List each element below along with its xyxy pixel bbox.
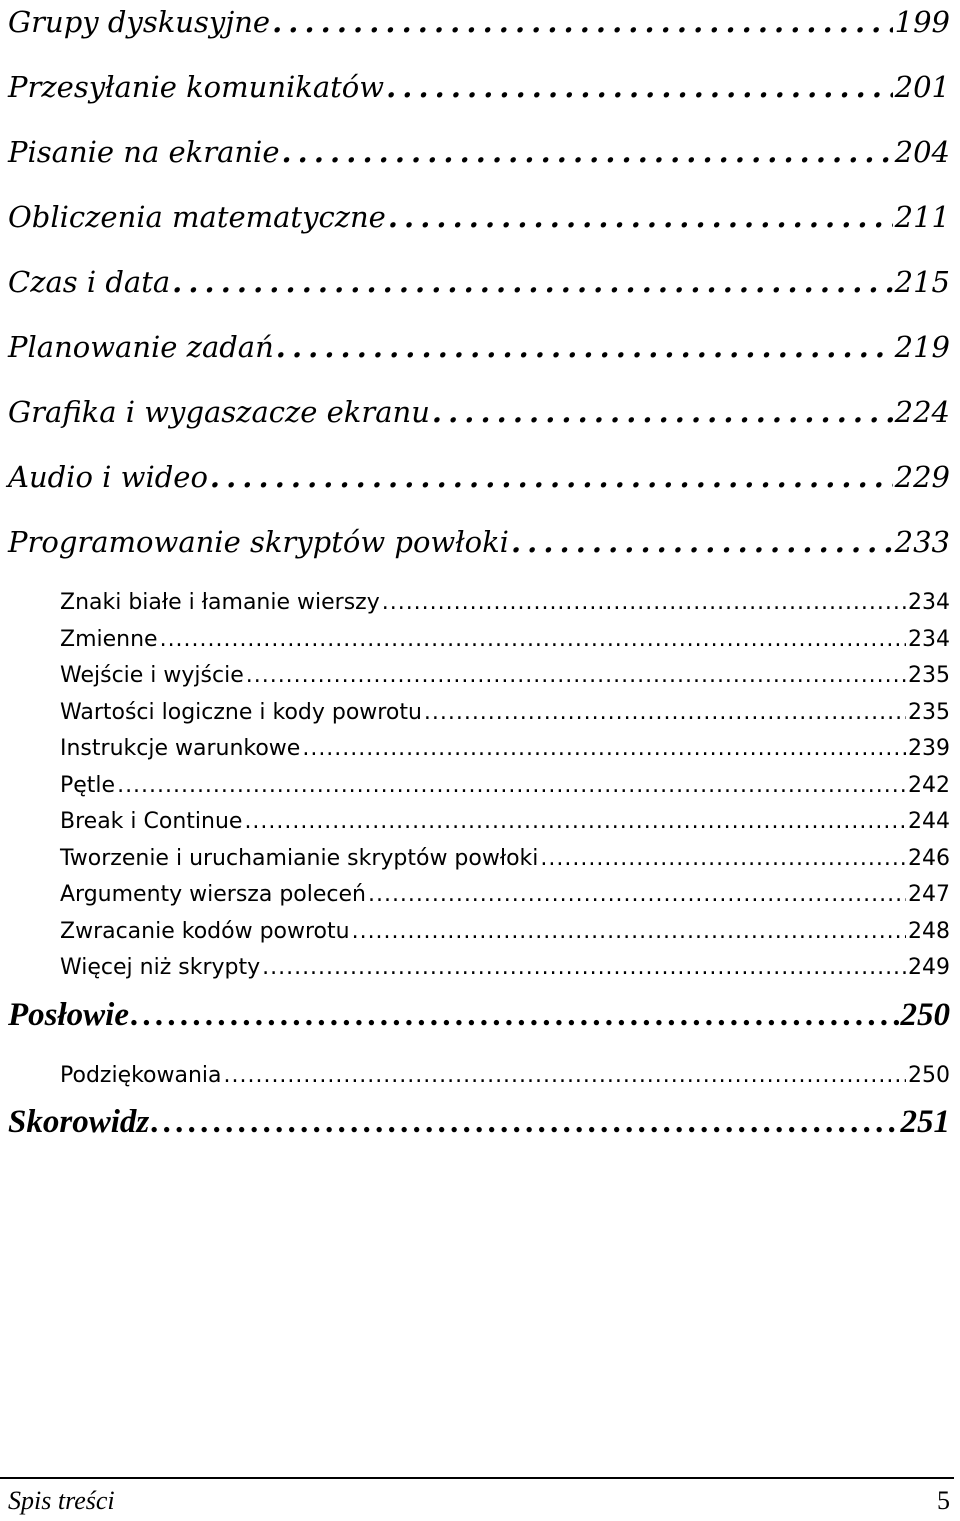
toc-chapter[interactable] [8, 520, 950, 585]
dot-leader [224, 1058, 906, 1095]
chapter-page-number: 211 [894, 200, 950, 234]
dot-leader [424, 695, 906, 732]
section-title: Wejście i wyjście [60, 663, 244, 688]
toc-section[interactable] [8, 804, 950, 841]
chapter-page-number: 250 [900, 996, 950, 1033]
dot-leader [262, 950, 906, 987]
chapter-page-number: 199 [894, 5, 950, 39]
dot-leader [432, 390, 893, 434]
chapter-title: Programowanie skryptów powłoki [8, 525, 509, 559]
chapter-page-number: 201 [894, 70, 950, 104]
dot-leader [276, 325, 893, 369]
toc-chapter-index[interactable] [8, 1100, 950, 1165]
dot-leader [511, 520, 893, 564]
toc-chapter[interactable] [8, 390, 950, 455]
dot-leader [540, 841, 906, 878]
toc-section[interactable] [8, 914, 950, 951]
dot-leader [386, 65, 893, 109]
toc-section[interactable] [8, 622, 950, 659]
section-title: Zmienne [60, 626, 158, 652]
section-page-number: 235 [908, 699, 950, 725]
dot-leader [160, 622, 906, 659]
page-number: 5 [937, 1486, 950, 1515]
toc-chapter[interactable] [8, 65, 950, 130]
running-footer-label: Spis treści [8, 1486, 115, 1515]
section-page-number: 247 [908, 882, 950, 907]
dot-leader [244, 804, 906, 841]
section-page-number: 244 [908, 809, 950, 834]
dot-leader [388, 195, 893, 239]
chapter-page-number: 229 [894, 460, 950, 494]
toc-section[interactable] [8, 768, 950, 805]
section-page-number: 234 [908, 626, 950, 652]
dot-leader [368, 877, 906, 914]
section-title: Pętle [60, 772, 116, 798]
chapter-title: Czas i data [8, 265, 171, 299]
chapter-page-number: 224 [894, 395, 950, 429]
section-page-number: 249 [908, 955, 950, 980]
dot-leader [151, 1100, 898, 1144]
dot-leader [281, 130, 892, 174]
chapter-page-number: 204 [894, 135, 950, 169]
chapter-page-number: 215 [894, 265, 950, 299]
dot-leader [352, 914, 906, 951]
toc-section[interactable] [8, 1058, 950, 1095]
section-page-number: 248 [908, 918, 950, 944]
section-page-number: 239 [908, 736, 950, 761]
chapter-page-number: 233 [894, 525, 950, 559]
chapter-title: Przesyłanie komunikatów [8, 70, 385, 104]
section-title: Tworzenie i uruchamianie skryptów powłoki [60, 845, 539, 871]
section-title: Zwracanie kodów powrotu [60, 918, 350, 944]
toc-section[interactable] [8, 585, 950, 622]
page-footer [8, 1486, 950, 1516]
chapter-page-number: 251 [900, 1104, 950, 1140]
section-page-number: 234 [908, 590, 950, 615]
toc-section[interactable] [8, 658, 950, 695]
dot-leader [246, 658, 906, 695]
dot-leader [382, 585, 906, 622]
section-title: Więcej niż skrypty [60, 955, 261, 980]
section-title: Znaki białe i łamanie wierszy [60, 590, 380, 615]
section-page-number: 242 [908, 772, 950, 798]
chapter-title: Obliczenia matematyczne [8, 200, 386, 234]
chapter-list [8, 0, 950, 585]
dot-leader [210, 455, 893, 499]
toc-section[interactable] [8, 731, 950, 768]
toc-section[interactable] [8, 877, 950, 914]
chapter-title: Skorowidz [8, 1104, 150, 1140]
toc-chapter[interactable] [8, 260, 950, 325]
section-list [8, 585, 950, 987]
chapter-title: Grupy dyskusyjne [8, 5, 271, 39]
toc-chapter[interactable] [8, 0, 950, 65]
chapter-title: Posłowie [8, 996, 129, 1033]
table-of-contents [8, 0, 950, 1165]
chapter-title: Audio i wideo [8, 460, 208, 494]
dot-leader [117, 768, 906, 805]
footer-divider [0, 1477, 954, 1479]
section-page-number: 250 [908, 1062, 950, 1088]
section-title: Instrukcje warunkowe [60, 736, 301, 761]
section-page-number: 246 [908, 845, 950, 871]
dot-leader [302, 731, 906, 768]
chapter-title: Planowanie zadań [8, 330, 274, 364]
section-page-number: 235 [908, 663, 950, 688]
dot-leader [131, 993, 899, 1037]
toc-chapter[interactable] [8, 130, 950, 195]
section-title: Wartości logiczne i kody powrotu [60, 699, 422, 725]
toc-section[interactable] [8, 695, 950, 732]
chapter-page-number: 219 [894, 330, 950, 364]
chapter-title: Grafika i wygaszacze ekranu [8, 395, 430, 429]
toc-chapter-afterword[interactable] [8, 993, 950, 1058]
toc-chapter[interactable] [8, 325, 950, 390]
toc-chapter[interactable] [8, 195, 950, 260]
section-title: Argumenty wiersza poleceń [60, 882, 366, 907]
toc-section[interactable] [8, 841, 950, 878]
dot-leader [172, 260, 892, 304]
toc-chapter[interactable] [8, 455, 950, 520]
section-list [8, 1058, 950, 1095]
section-title: Break i Continue [60, 809, 243, 834]
section-title: Podziękowania [60, 1062, 222, 1088]
dot-leader [272, 0, 893, 44]
chapter-title: Pisanie na ekranie [8, 135, 280, 169]
toc-section[interactable] [8, 950, 950, 987]
